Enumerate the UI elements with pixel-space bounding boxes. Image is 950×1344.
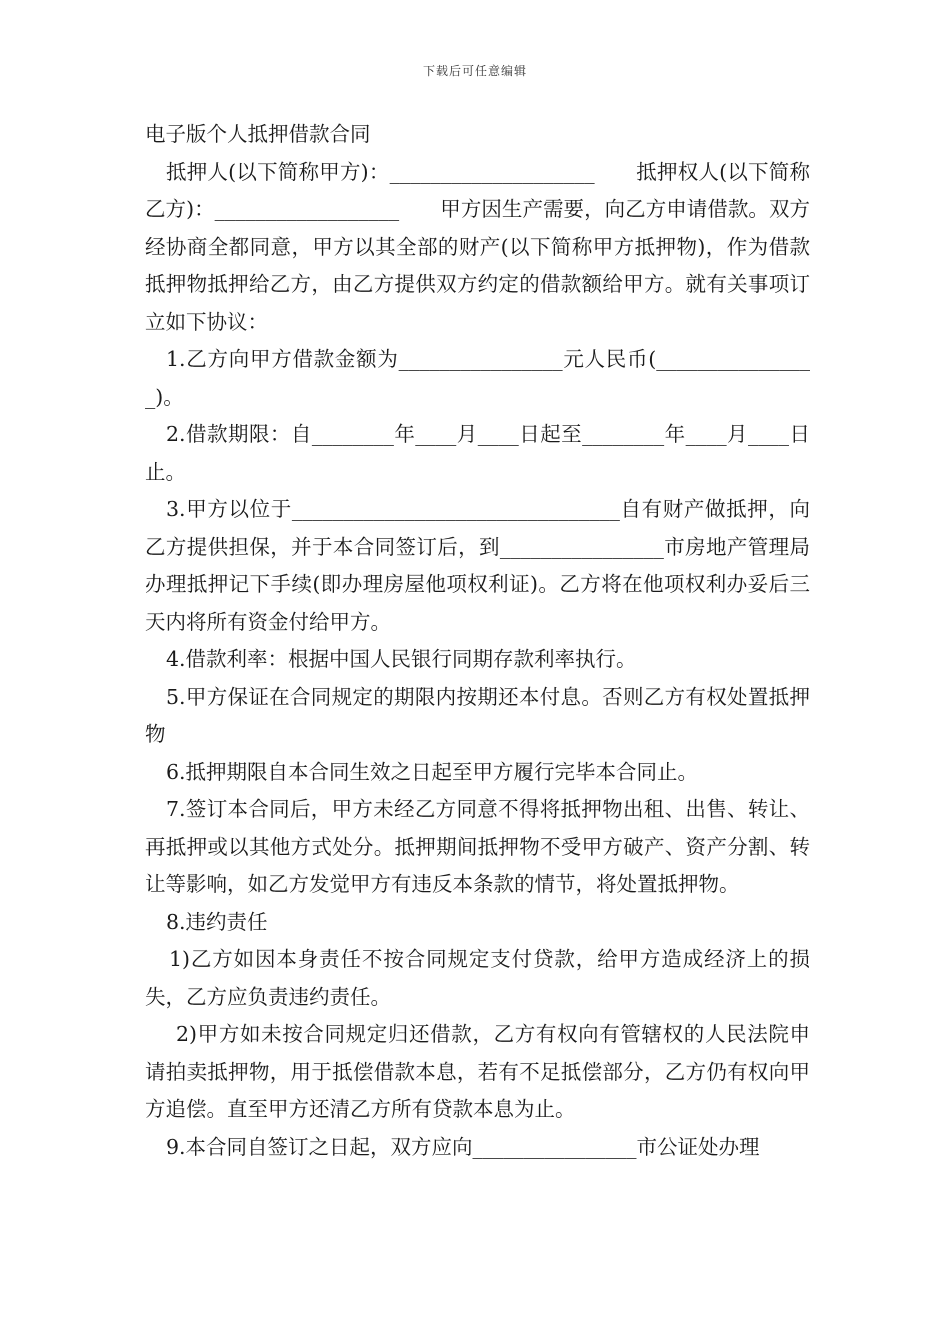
contract-intro-paragraph: 抵押人(以下简称甲方)：____________________ 抵押权人(以下简称乙方)：__________________ 甲方因生产需要，向乙方申请借款。双方经协商全都同意，甲方以其全部的财产(以下简称甲方抵押物)，作为借款抵押物抵押给乙方，由乙方提供双方约定的借款额给甲方。就有关事项订立如下协议：: [145, 159, 810, 334]
clause-8-liability-heading: 8.违约责任: [166, 909, 268, 934]
page-header-note: 下载后可任意编辑: [422, 64, 527, 78]
clause-5-repayment: 5.甲方保证在合同规定的期限内按期还本付息。否则乙方有权处置抵押物: [145, 684, 810, 746]
clause-8-item-1: 1)乙方如因本身责任不按合同规定支付贷款，给甲方造成经济上的损失，乙方应负责违约责任。: [145, 947, 810, 1009]
clause-8-item-2: 2)甲方如未按合同规定归还借款，乙方有权向有管辖权的人民法院申请拍卖抵押物，用于抵偿借款本息，若有不足抵偿部分，乙方仍有权向甲方追偿。直至甲方还清乙方所有贷款本息为止。: [145, 1022, 810, 1121]
clause-2-loan-term: 2.借款期限：自________年____月____日起至________年____月____日止。: [145, 422, 810, 484]
clause-4-interest-rate: 4.借款利率：根据中国人民银行同期存款利率执行。: [166, 647, 637, 671]
clause-9-notarization: 9.本合同自签订之日起，双方应向________________市公证处办理: [166, 1134, 760, 1159]
clause-3-collateral: 3.甲方以位于________________________________自有财产做抵押，向乙方提供担保，并于本合同签订后，到________________市房地产管理局办理抵押记下手续(即办理房屋他项权利证)。乙方将在他项权利办妥后三天内将所有资金付给甲方。: [145, 497, 810, 634]
clause-7-disposal-restriction: 7.签订本合同后，甲方未经乙方同意不得将抵押物出租、出售、转让、再抵押或以其他方式处分。抵押期间抵押物不受甲方破产、资产分割、转让等影响，如乙方发觉甲方有违反本条款的情节，将处置抵押物。: [145, 797, 810, 896]
clause-6-mortgage-term: 6.抵押期限自本合同生效之日起至甲方履行完毕本合同止。: [166, 759, 699, 784]
document-title: 电子版个人抵押借款合同: [145, 122, 371, 146]
document-body: [145, 116, 810, 1166]
clause-1-loan-amount: 1.乙方向甲方借款金额为________________元人民币(________________)。: [145, 347, 810, 409]
